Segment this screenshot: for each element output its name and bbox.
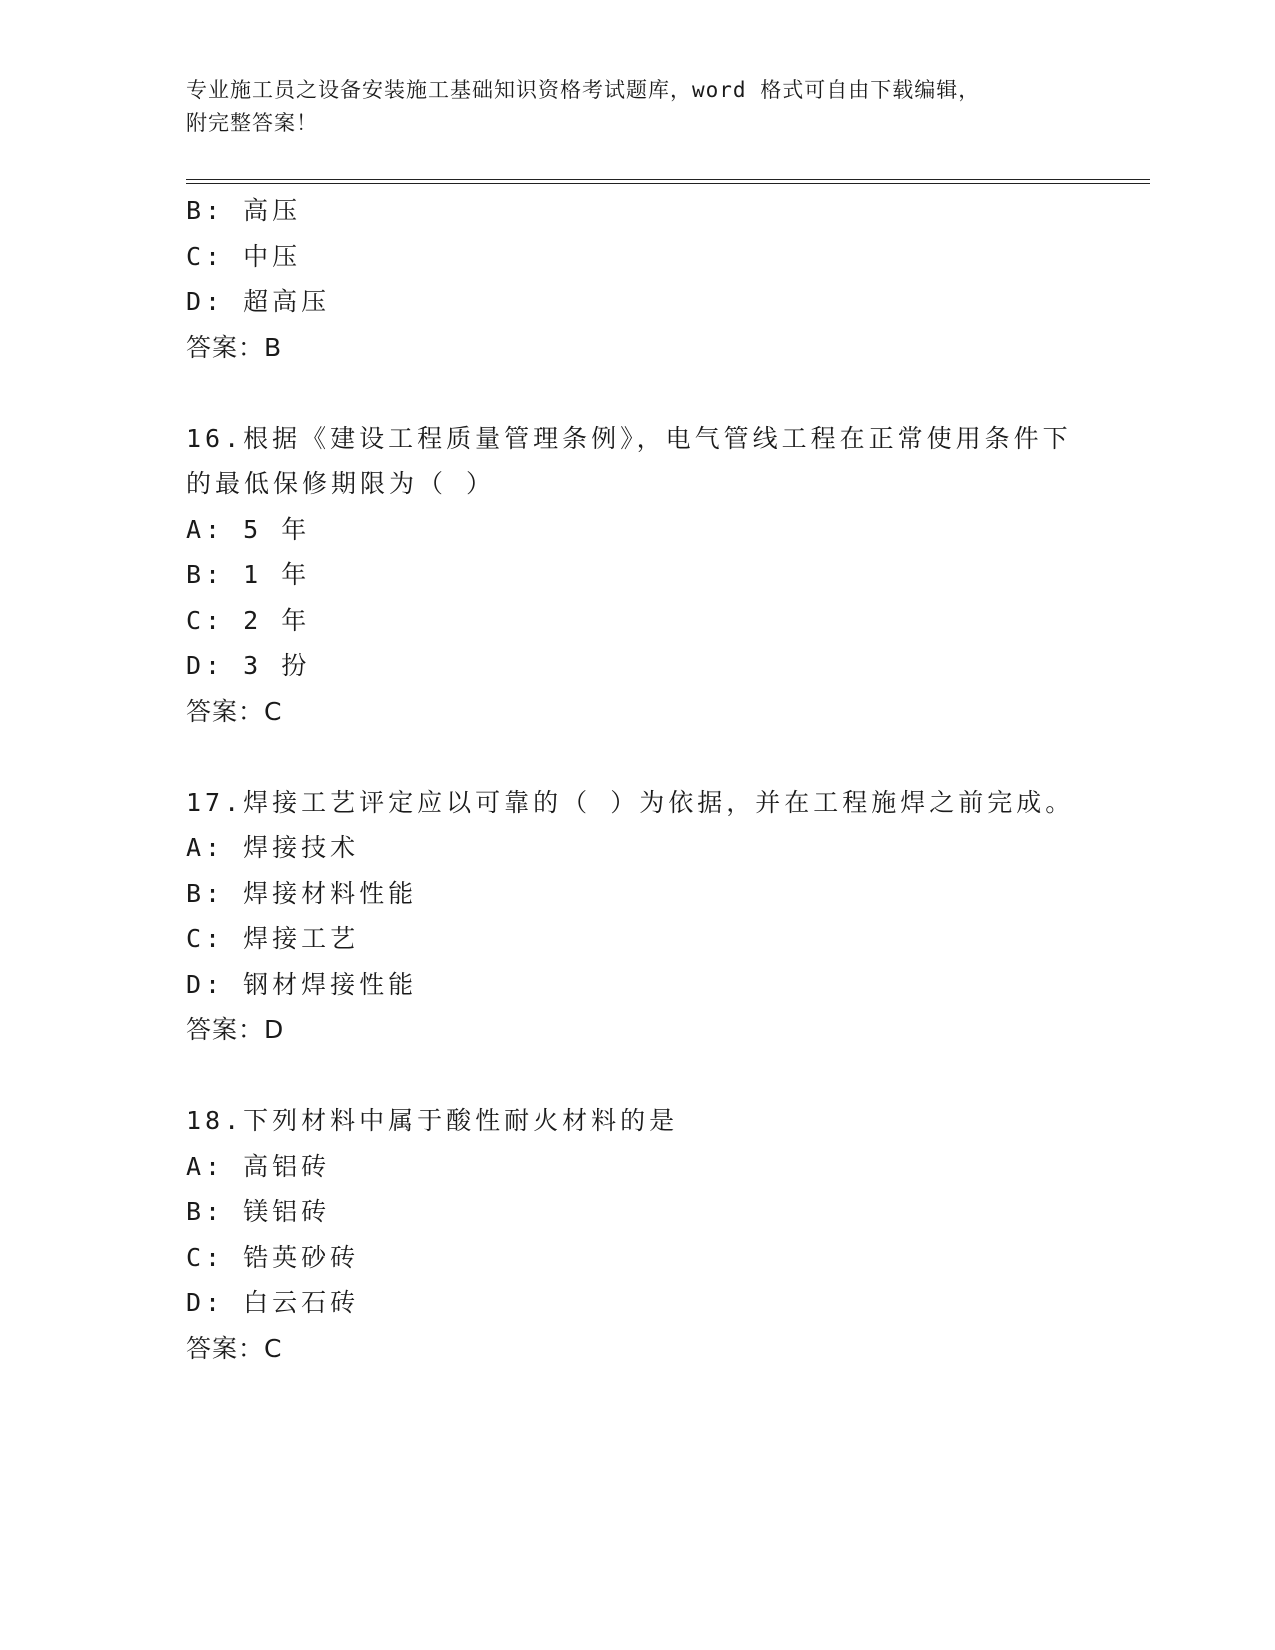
question-text: 17.焊接工艺评定应以可靠的（ ）为依据，并在工程施焊之前完成。 (186, 787, 1075, 817)
question-text: 18.下列材料中属于酸性耐火材料的是 (186, 1106, 679, 1135)
header-divider-bottom (186, 183, 1150, 184)
question-16-block (186, 416, 1086, 735)
answer-line: 答案：C (186, 1333, 283, 1363)
option-c: C: 锆英砂砖 (186, 1242, 360, 1272)
option-c: C: 2 年 (186, 605, 311, 635)
option-a: A: 5 年 (186, 514, 311, 544)
option-d: D: 白云石砖 (186, 1288, 360, 1317)
option-c: C: 中压 (186, 241, 302, 271)
option-b: B: 1 年 (186, 560, 311, 589)
option-a: A: 焊接技术 (186, 833, 360, 862)
document-header (186, 74, 1086, 140)
spacer (186, 734, 1086, 780)
header-line-2: 附完整答案！ (186, 111, 318, 135)
option-d: D: 3 扮 (186, 651, 311, 680)
prev-question-block (186, 188, 1086, 370)
header-line-1: 专业施工员之设备安装施工基础知识资格考试题库，word 格式可自由下载编辑， (186, 78, 981, 102)
answer-line: 答案：D (186, 1015, 285, 1044)
question-18-block (186, 1098, 1086, 1371)
answer-line: 答案：C (186, 696, 283, 726)
answer-line: 答案：B (186, 332, 283, 362)
question-text: 16.根据《建设工程质量管理条例》，电气管线工程在正常使用条件下 (186, 423, 1072, 453)
question-17-block (186, 780, 1086, 1053)
option-b: B: 高压 (186, 196, 302, 225)
option-d: D: 超高压 (186, 287, 331, 316)
option-b: B: 焊接材料性能 (186, 878, 418, 908)
option-b: B: 镁铝砖 (186, 1197, 331, 1226)
header-divider-top (186, 179, 1150, 180)
option-c: C: 焊接工艺 (186, 924, 360, 953)
option-d: D: 钢材焊接性能 (186, 969, 418, 999)
spacer (186, 370, 1086, 416)
option-a: A: 高铝砖 (186, 1151, 331, 1181)
spacer (186, 1053, 1086, 1099)
question-content (186, 188, 1086, 1371)
question-text-continued: 的最低保修期限为（ ） (186, 469, 496, 498)
